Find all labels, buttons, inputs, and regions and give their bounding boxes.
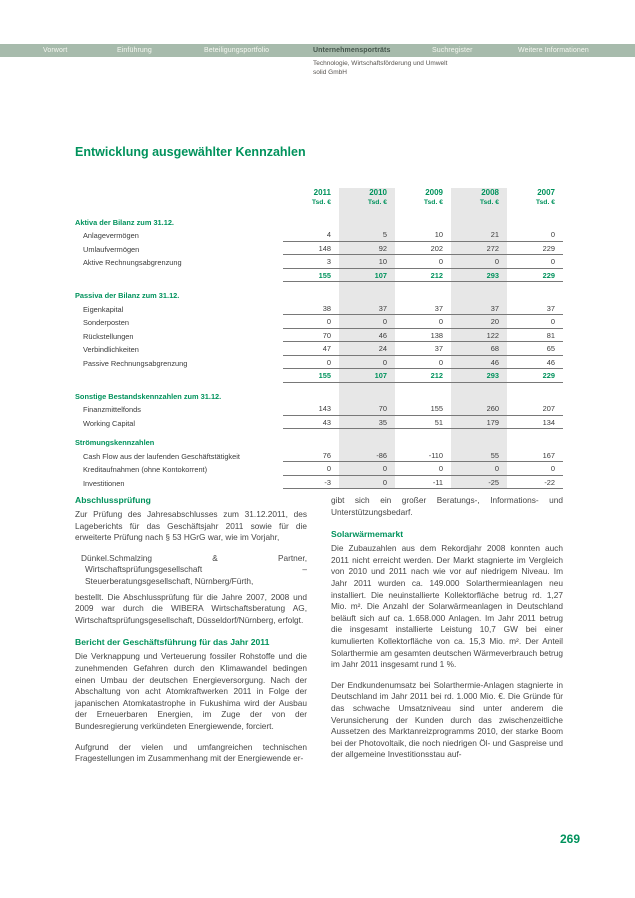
total-value-cell: 293 — [451, 369, 507, 383]
column-header — [451, 188, 507, 209]
table-row — [75, 356, 563, 370]
value-cell: 5 — [339, 228, 395, 242]
article-heading: Abschlussprüfung — [75, 495, 151, 505]
row-label: Sonderposten — [83, 318, 130, 327]
value-cell: 46 — [339, 329, 395, 343]
value-cell: -3 — [283, 476, 339, 490]
row-label: Cash Flow aus der laufenden Geschäftstätigkeit — [83, 451, 240, 461]
value-cell: 46 — [451, 356, 507, 370]
value-cell: 0 — [507, 255, 563, 269]
paragraph: Dünkel.Schmalzing & Partner, Wirtschaftsprüfungsgesellschaft – Steuerberatungsgesellschaft, Nürnberg/Fürth, — [81, 552, 307, 586]
value-cell: -86 — [339, 449, 395, 463]
value-cell: 179 — [451, 416, 507, 430]
value-cell: -25 — [451, 476, 507, 490]
row-label: Rückstellungen — [83, 331, 134, 341]
table-row — [75, 242, 563, 256]
value-cell: 76 — [283, 449, 339, 463]
kennzahlen-table — [75, 188, 563, 489]
value-cell: 43 — [283, 416, 339, 430]
value-cell: 229 — [507, 242, 563, 256]
table-section-row — [75, 390, 563, 403]
row-label: Umlaufvermögen — [83, 244, 140, 254]
page-title: Entwicklung ausgewählter Kennzahlen — [75, 145, 306, 159]
paragraph: Die Verknappung und Verteuerung fossiler Rohstoffe und die zunehmenden Gefahren durch den Klimawandel bedingen einen Umbau der deutschen Energieversorgung. Nach der Abschaltung von acht Atomkraftwerken 2011 in Folge der japanischen Atomkatastrophe in Fukushima wird der Ausbau der Erneuerbaren Energien, im Zuge der von der Bundesregierung verkündeten Energiewende, forciert. — [75, 651, 307, 731]
column-unit: Tsd. € — [535, 199, 555, 206]
total-value-cell: 155 — [283, 369, 339, 383]
row-label: Finanzmittelfonds — [83, 405, 141, 414]
total-label — [75, 279, 283, 283]
value-cell: 0 — [339, 315, 395, 329]
table-row — [75, 329, 563, 343]
row-label: Aktive Rechnungsabgrenzung — [83, 258, 182, 267]
table-section-row — [75, 289, 563, 302]
table-row — [75, 462, 563, 476]
column-year: 2008 — [481, 188, 499, 197]
column-header — [507, 188, 563, 209]
value-cell: 207 — [507, 402, 563, 416]
table-section-row — [75, 436, 563, 449]
row-label: Verbindlichkeiten — [83, 345, 139, 354]
column-unit: Tsd. € — [423, 199, 443, 206]
value-cell: 0 — [507, 315, 563, 329]
value-cell: 37 — [507, 302, 563, 316]
article-column-left — [75, 495, 307, 774]
table-corner — [75, 188, 283, 192]
value-cell: 55 — [451, 449, 507, 463]
value-cell: -110 — [395, 449, 451, 463]
value-cell: 46 — [507, 356, 563, 370]
top-nav — [0, 44, 635, 57]
value-cell: 122 — [451, 329, 507, 343]
breadcrumb — [313, 60, 447, 77]
value-cell: 0 — [283, 462, 339, 476]
value-cell: 10 — [395, 228, 451, 242]
value-cell: 51 — [395, 416, 451, 430]
value-cell: 38 — [283, 302, 339, 316]
value-cell: 0 — [283, 315, 339, 329]
value-cell: 37 — [395, 302, 451, 316]
value-cell: 0 — [339, 476, 395, 490]
article-columns — [75, 495, 563, 774]
table-body — [75, 188, 563, 489]
row-label: Working Capital — [83, 418, 136, 428]
value-cell: 148 — [283, 242, 339, 256]
table-row — [75, 416, 563, 430]
row-label: Eigenkapital — [83, 304, 124, 314]
column-header — [395, 188, 451, 209]
article-heading: Bericht der Geschäftsführung für das Jahr 2011 — [75, 637, 270, 648]
row-label: Anlagevermögen — [83, 231, 139, 240]
value-cell: 21 — [451, 228, 507, 242]
value-cell: 0 — [507, 462, 563, 476]
value-cell: 37 — [451, 302, 507, 316]
value-cell: 65 — [507, 342, 563, 356]
value-cell: 0 — [395, 462, 451, 476]
value-cell: -22 — [507, 476, 563, 490]
column-unit: Tsd. € — [367, 199, 387, 206]
value-cell: 143 — [283, 402, 339, 416]
value-cell: 10 — [339, 255, 395, 269]
total-value-cell: 229 — [507, 269, 563, 283]
value-cell: 3 — [283, 255, 339, 269]
paragraph: gibt sich ein großer Beratungs-, Informations- und Unterstützungsbedarf. — [331, 495, 563, 517]
value-cell: 167 — [507, 449, 563, 463]
breadcrumb-line-1: Technologie, Wirtschaftsförderung und Umwelt — [313, 60, 448, 67]
value-cell: 70 — [339, 402, 395, 416]
value-cell: 24 — [339, 342, 395, 356]
value-cell: 0 — [395, 255, 451, 269]
value-cell: 37 — [395, 342, 451, 356]
paragraph: Die Zubauzahlen aus dem Rekordjahr 2008 konnten auch 2011 nicht erreicht werden. Der Markt stagnierte im Vergleich von 2010 und 2011 nach wie vor auf niedrigem Niveau. Im Jahr 2011 wurden ca. 149.000 Solarthermieanlagen neu installiert. Die neuinstallierte Kollektorfläche betrug rd. 1,27 Mio. m². Die Anzahl der Solarwärmeanlagen in Deutschland beläuft sich auf ca. 1.658.000 Anlagen. Im Jahr 2011 betrug die insgesamt installierte Leistung 10,7 GW bei einer kumulierten Kollektorfläche von ca. 15,3 Mio. m². Der Anteil Solarthermie am gesamten deutschen Wärmeverbrauch betrug im Jahr 2011 insgesamt rund 1 %. — [331, 543, 563, 670]
row-label: Kreditaufnahmen (ohne Kontokorrent) — [83, 465, 208, 474]
table-row — [75, 342, 563, 356]
table-row — [75, 449, 563, 463]
value-cell: 92 — [339, 242, 395, 256]
value-cell: 272 — [451, 242, 507, 256]
nav-item-4[interactable]: Suchregister — [432, 47, 473, 54]
column-year: 2011 — [313, 188, 331, 197]
total-value-cell: 293 — [451, 269, 507, 283]
nav-item-3[interactable]: Unternehmensporträts — [313, 47, 391, 54]
nav-item-2[interactable]: Beteiligungsportfolio — [204, 47, 270, 54]
article-heading: Solarwärmemarkt — [331, 529, 404, 540]
table-row — [75, 315, 563, 329]
value-cell: 138 — [395, 329, 451, 343]
table-row — [75, 476, 563, 490]
value-cell: 0 — [283, 356, 339, 370]
value-cell: -11 — [395, 476, 451, 490]
total-value-cell: 107 — [339, 369, 395, 383]
section-title: Aktiva der Bilanz zum 31.12. — [75, 217, 174, 227]
value-cell: 35 — [339, 416, 395, 430]
column-year: 2007 — [537, 188, 555, 197]
value-cell: 0 — [395, 356, 451, 370]
article-column-right — [331, 495, 563, 774]
nav-item-0[interactable]: Vorwort — [43, 47, 68, 54]
value-cell: 202 — [395, 242, 451, 256]
total-label — [75, 379, 283, 383]
table-section-row — [75, 216, 563, 229]
value-cell: 4 — [283, 228, 339, 242]
value-cell: 134 — [507, 416, 563, 430]
value-cell: 70 — [283, 329, 339, 343]
table-total-row — [75, 269, 563, 283]
value-cell: 260 — [451, 402, 507, 416]
value-cell: 155 — [395, 402, 451, 416]
table-row — [75, 228, 563, 242]
total-value-cell: 212 — [395, 369, 451, 383]
value-cell: 0 — [339, 356, 395, 370]
page-number: 269 — [560, 832, 581, 846]
table-total-row — [75, 369, 563, 383]
value-cell: 0 — [395, 315, 451, 329]
table-row — [75, 255, 563, 269]
paragraph: Zur Prüfung des Jahresabschlusses zum 31.12.2011, des Lageberichts für das Geschäftsjahr 2011 sowie für die erweiterte Prüfung nach § 53 HGrG war, wie im Vorjahr, — [75, 509, 307, 543]
table-row — [75, 302, 563, 316]
section-title: Strömungskennzahlen — [75, 438, 155, 447]
section-title: Sonstige Bestandskennzahlen zum 31.12. — [75, 391, 222, 401]
row-label: Investitionen — [83, 478, 125, 488]
value-cell: 0 — [451, 462, 507, 476]
paragraph: Aufgrund der vielen und umfangreichen technischen Fragestellungen im Zusammenhang mit der Energiewende er- — [75, 741, 307, 764]
column-year: 2009 — [425, 188, 443, 197]
value-cell: 68 — [451, 342, 507, 356]
nav-item-5[interactable]: Weitere Informationen — [518, 47, 589, 54]
column-unit: Tsd. € — [311, 199, 331, 206]
section-title: Passiva der Bilanz zum 31.12. — [75, 291, 180, 300]
total-value-cell: 229 — [507, 369, 563, 383]
total-value-cell: 107 — [339, 269, 395, 283]
value-cell: 47 — [283, 342, 339, 356]
nav-item-1[interactable]: Einführung — [117, 47, 152, 54]
column-header — [339, 188, 395, 209]
value-cell: 0 — [507, 228, 563, 242]
value-cell: 81 — [507, 329, 563, 343]
column-header — [283, 188, 339, 209]
column-unit: Tsd. € — [479, 199, 499, 206]
table-header-row — [75, 188, 563, 209]
value-cell: 20 — [451, 315, 507, 329]
total-value-cell: 155 — [283, 269, 339, 283]
paragraph: Der Endkundenumsatz bei Solarthermie-Anlagen stagnierte in Deutschland im Jahr 2011 bei rd. 1.000 Mio. €. Die Gründe für das schwache Umsatzniveau sind unter anderem die Verunsicherung der Kunden durch das zwischenzeitliche Aussetzen des Marktanreizprogramms 2010, der starke Boom bei der Photovoltaik, die noch niedrigen Öl- und Gaspreise und der allgemeine Investitionsstau auf- — [331, 679, 563, 760]
total-value-cell: 212 — [395, 269, 451, 283]
column-year: 2010 — [369, 188, 387, 197]
value-cell: 0 — [339, 462, 395, 476]
value-cell: 37 — [339, 302, 395, 316]
breadcrumb-line-2: solid GmbH — [313, 68, 347, 76]
value-cell: 0 — [451, 255, 507, 269]
row-label: Passive Rechnungsabgrenzung — [83, 358, 188, 368]
paragraph: bestellt. Die Abschlussprüfung für die Jahre 2007, 2008 und 2009 war durch die WIBERA Wirtschaftsberatung AG, Wirtschaftsprüfungsgesellschaft, Düsseldorf/Nürnberg, erfolgt. — [75, 591, 307, 625]
table-row — [75, 402, 563, 416]
